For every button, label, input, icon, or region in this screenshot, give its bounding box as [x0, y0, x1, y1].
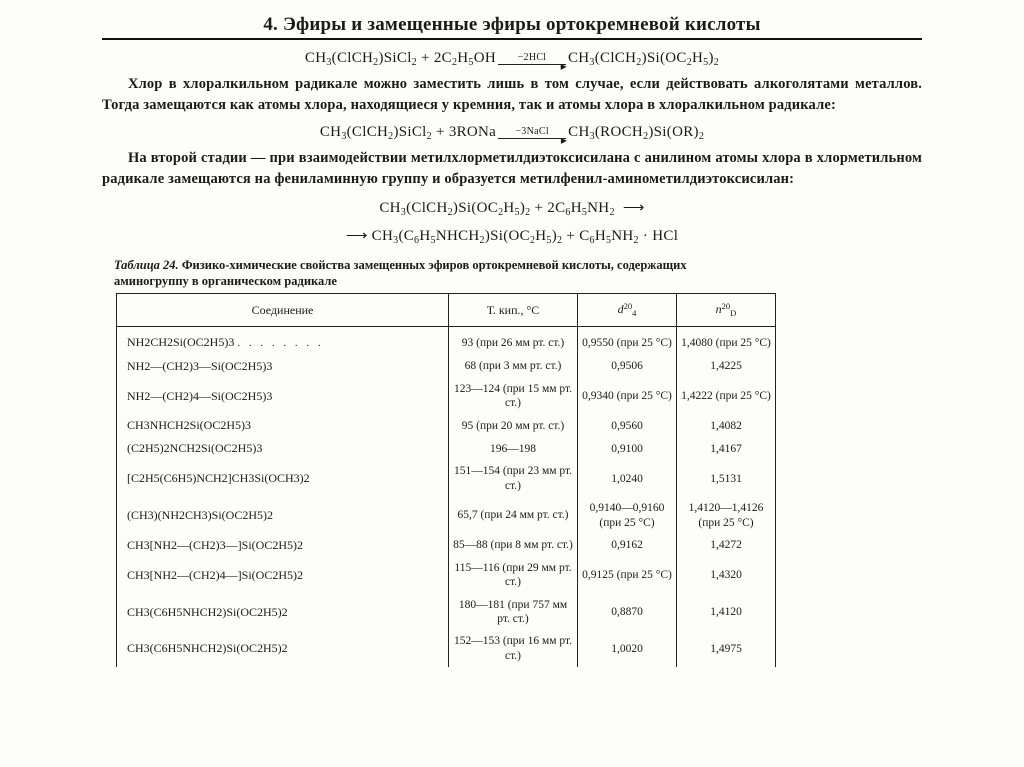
reaction-arrow-2 — [498, 125, 568, 147]
table-row — [117, 414, 776, 437]
equation-3-line-2: ⟶ $CH_3(C_6H_5NHCH_2)Si(OC_2H_5)_2 + C_6H_5NH_2$ · HCl — [345, 228, 679, 247]
cell-boiling-point: 152—153 (при 16 мм рт. ст.) — [449, 630, 578, 667]
equation-3-line-1: $CH_3(ClCH_2)Si(OC_2H_5)_2 + 2C_6H_5NH_2$ ⟶ — [379, 200, 645, 219]
table-row — [117, 355, 776, 378]
equation-1-left: $CH_3(ClCH_2)SiCl_2 + 2C_2H_5OH$ — [304, 50, 496, 68]
cell-density: 1,0240 — [578, 460, 677, 497]
density-superscript: 20 — [623, 301, 633, 312]
cell-compound: CH3(C6H5NHCH2)Si(OC2H5)2 — [117, 594, 449, 631]
table-row — [117, 594, 776, 631]
arrow-tip-icon: ▸ — [560, 132, 568, 147]
table-header-row — [117, 294, 776, 327]
table-head — [117, 294, 776, 327]
table-row — [117, 378, 776, 415]
leader-dots: . . . . . . . . — [237, 336, 324, 349]
cell-boiling-point: 151—154 (при 23 мм рт. ст.) — [449, 460, 578, 497]
equation-2 — [102, 124, 922, 147]
cell-density: 0,9162 — [578, 534, 677, 557]
table-row — [117, 630, 776, 667]
table-row — [117, 534, 776, 557]
cell-compound — [117, 326, 449, 354]
table-row — [117, 557, 776, 594]
equation-1-arrow-label: −2HCl — [498, 53, 566, 65]
table-row — [117, 460, 776, 497]
cell-refractive-index: 1,5131 — [677, 460, 776, 497]
cell-compound: (CH3)(NH2CH3)Si(OC2H5)2 — [117, 497, 449, 534]
cell-boiling-point: 65,7 (при 24 мм рт. ст.) — [449, 497, 578, 534]
cell-compound: NH2—(CH2)4—Si(OC2H5)3 — [117, 378, 449, 415]
density-subscript: 4 — [632, 308, 637, 319]
cell-compound: (C2H5)2NCH2Si(OC2H5)3 — [117, 437, 449, 460]
refractive-superscript: 20 — [721, 301, 731, 312]
table-row — [117, 497, 776, 534]
cell-boiling-point: 93 (при 26 мм рт. ст.) — [449, 326, 578, 354]
compound-formula: NH2CH2Si(OC2H5)3 — [127, 334, 235, 349]
cell-refractive-index: 1,4080 (при 25 °C) — [677, 326, 776, 354]
column-header-density: $d^{20}_4$ — [578, 294, 677, 327]
cell-density: 0,8870 — [578, 594, 677, 631]
cell-refractive-index: 1,4975 — [677, 630, 776, 667]
cell-boiling-point: 115—116 (при 29 мм рт. ст.) — [449, 557, 578, 594]
cell-refractive-index: 1,4082 — [677, 414, 776, 437]
cell-boiling-point: 196—198 — [449, 437, 578, 460]
reaction-arrow-1 — [498, 51, 567, 73]
cell-density: 0,9100 — [578, 437, 677, 460]
equation-2-right: $CH_3(ROCH_2)Si(OR)_2$ — [568, 124, 705, 143]
paragraph-1: Хлор в хлоралкильном радикале можно заместить лишь в том случае, если действовать алкоголятами металлов. Тогда замещаются как атомы хлора, находящиеся у кремния, так и атомы хлора в хлоралкильном радикале: — [102, 76, 922, 114]
table-row — [117, 326, 776, 354]
arrow-tip-icon: ▸ — [560, 58, 567, 73]
cell-density: 0,9340 (при 25 °C) — [578, 378, 677, 415]
cell-density: 0,9560 — [578, 414, 677, 437]
column-header-refractive-index: $n^{20}_D$ — [677, 294, 776, 327]
cell-refractive-index: 1,4120 — [677, 594, 776, 631]
cell-compound: [C2H5(C6H5)NCH2]CH3Si(OCH3)2 — [117, 460, 449, 497]
equation-2-arrow-label: −3NaCl — [498, 127, 566, 139]
equation-1 — [102, 50, 922, 73]
column-header-compound: Соединение — [117, 294, 449, 327]
cell-compound: CH3[NH2—(CH2)4—]Si(OC2H5)2 — [117, 557, 449, 594]
table-container — [102, 293, 922, 667]
cell-compound: CH3(C6H5NHCH2)Si(OC2H5)2 — [117, 630, 449, 667]
cell-density: 0,9140—0,9160 (при 25 °C) — [578, 497, 677, 534]
paragraph-2: На второй стадии — при взаимодействии метилхлорметилдиэтоксисилана с анилином атомы хлора в хлорметильном радикале замещаются на фениламинную группу и образуется метилфенил-аминометилдиэтоксисилан: — [102, 150, 922, 188]
equation-2-left: $CH_3(ClCH_2)SiCl_2$ + 3RONa — [319, 124, 497, 143]
table-caption — [114, 258, 754, 289]
cell-refractive-index: 1,4167 — [677, 437, 776, 460]
table-row — [117, 437, 776, 460]
cell-compound: CH3NHCH2Si(OC2H5)3 — [117, 414, 449, 437]
cell-boiling-point: 85—88 (при 8 мм рт. ст.) — [449, 534, 578, 557]
table-caption-text: Физико-химические свойства замещенных эфиров ортокремневой кислоты, содержащих аминогруппу в органическом радикале — [114, 258, 687, 288]
table-body — [117, 326, 776, 667]
page-content — [102, 0, 922, 667]
cell-boiling-point: 95 (при 20 мм рт. ст.) — [449, 414, 578, 437]
cell-compound: NH2—(CH2)3—Si(OC2H5)3 — [117, 355, 449, 378]
properties-table — [116, 293, 776, 667]
table-caption-label: Таблица 24. — [114, 258, 179, 273]
column-header-boiling-point: Т. кип., °C — [449, 294, 578, 327]
cell-refractive-index: 1,4225 — [677, 355, 776, 378]
page-title: 4. Эфиры и замещенные эфиры ортокремневой кислоты — [102, 14, 922, 40]
refractive-subscript: D — [730, 308, 737, 319]
cell-refractive-index: 1,4222 (при 25 °C) — [677, 378, 776, 415]
cell-boiling-point: 180—181 (при 757 мм рт. ст.) — [449, 594, 578, 631]
cell-refractive-index: 1,4320 — [677, 557, 776, 594]
equation-1-right: $CH_3(ClCH_2)Si(OC_2H_5)_2$ — [567, 50, 720, 68]
cell-refractive-index: 1,4120—1,4126 (при 25 °C) — [677, 497, 776, 534]
cell-density: 0,9125 (при 25 °C) — [578, 557, 677, 594]
cell-compound: CH3[NH2—(CH2)3—]Si(OC2H5)2 — [117, 534, 449, 557]
cell-boiling-point: 123—124 (при 15 мм рт. ст.) — [449, 378, 578, 415]
cell-refractive-index: 1,4272 — [677, 534, 776, 557]
cell-density: 1,0020 — [578, 630, 677, 667]
cell-boiling-point: 68 (при 3 мм рт. ст.) — [449, 355, 578, 378]
cell-density: 0,9506 — [578, 355, 677, 378]
cell-density: 0,9550 (при 25 °C) — [578, 326, 677, 354]
